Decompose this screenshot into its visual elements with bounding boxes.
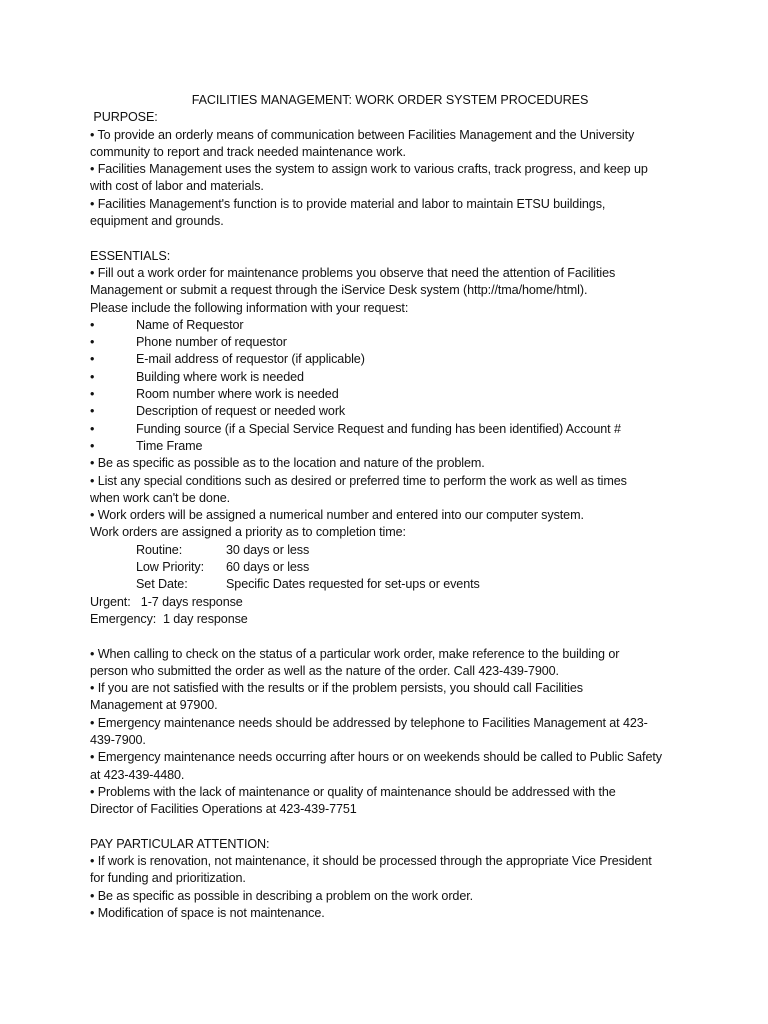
info-item [90, 334, 690, 351]
purpose-line: with cost of labor and materials. [90, 179, 264, 194]
info-item-text: E-mail address of requestor (if applicable) [136, 352, 365, 367]
spacer [90, 230, 690, 247]
priority-row [90, 576, 690, 593]
bullet-icon: • [90, 335, 95, 350]
attention-line: for funding and prioritization. [90, 871, 246, 886]
priority-value: Specific Dates requested for set-ups or events [226, 577, 480, 592]
info-item [90, 317, 690, 334]
contact-line: • Problems with the lack of maintenance or quality of maintenance should be addressed with the [90, 784, 616, 799]
bullet-icon: • [90, 438, 95, 453]
contact-line: Management at 97900. [90, 698, 218, 713]
essentials-line: Work orders are assigned a priority as to completion time: [90, 525, 406, 540]
essentials-intro-line: • Fill out a work order for maintenance problems you observe that need the attention of Facilities [90, 265, 616, 280]
purpose-line: • Facilities Management uses the system to assign work to various crafts, track progress, and keep up [90, 162, 648, 177]
essentials-line: • List any special conditions such as desired or preferred time to perform the work as well as times [90, 473, 627, 488]
info-item-text: Phone number of requestor [136, 335, 287, 350]
spacer [90, 628, 690, 645]
document-page [90, 92, 690, 922]
contact-line: • Emergency maintenance needs occurring after hours or on weekends should be called to Public Safety [90, 750, 662, 765]
contact-line: • If you are not satisfied with the results or if the problem persists, you should call Facilities [90, 681, 583, 696]
purpose-heading: PURPOSE: [90, 110, 158, 125]
info-item-text: Building where work is needed [136, 369, 304, 384]
info-item [90, 351, 690, 368]
info-item-text: Time Frame [136, 438, 203, 453]
essentials-line: when work can't be done. [90, 490, 231, 505]
bullet-icon: • [90, 404, 95, 419]
contact-line: • Emergency maintenance needs should be addressed by telephone to Facilities Management at 423- [90, 715, 648, 730]
essentials-intro-line: Management or submit a request through the iService Desk system (http://tma/home/html). [90, 283, 588, 298]
attention-heading: PAY PARTICULAR ATTENTION: [90, 836, 270, 851]
contact-line: Director of Facilities Operations at 423-439-7751 [90, 802, 357, 817]
contact-line: at 423-439-4480. [90, 767, 185, 782]
bullet-icon: • [90, 352, 95, 367]
essentials-heading: ESSENTIALS: [90, 248, 171, 263]
priority-label: Low Priority: [136, 560, 204, 575]
essentials-line: • Be as specific as possible as to the location and nature of the problem. [90, 456, 485, 471]
spacer [90, 818, 690, 835]
priority-row [90, 542, 690, 559]
priority-label: Routine: [136, 542, 183, 557]
info-item-text: Description of request or needed work [136, 404, 346, 419]
info-item-text: Name of Requestor [136, 317, 244, 332]
attention-line: • Modification of space is not maintenance. [90, 905, 325, 920]
contact-line: • When calling to check on the status of a particular work order, make reference to the building or [90, 646, 620, 661]
info-item [90, 369, 690, 386]
priority-label: Set Date: [136, 577, 188, 592]
document-title: FACILITIES MANAGEMENT: WORK ORDER SYSTEM PROCEDURES [191, 93, 589, 107]
info-item [90, 386, 690, 403]
contact-line: 439-7900. [90, 732, 146, 747]
info-item [90, 421, 690, 438]
purpose-line: community to report and track needed maintenance work. [90, 144, 406, 159]
bullet-icon: • [90, 421, 95, 436]
contact-line: person who submitted the order as well as the nature of the order. Call 423-439-7900. [90, 663, 559, 678]
bullet-icon: • [90, 317, 95, 332]
essentials-line: • Work orders will be assigned a numerical number and entered into our computer system. [90, 508, 584, 523]
urgency-line: Emergency: 1 day response [90, 611, 248, 626]
info-item-text: Funding source (if a Special Service Request and funding has been identified) Account # [136, 421, 621, 436]
info-item-text: Room number where work is needed [136, 387, 339, 402]
priority-value: 60 days or less [226, 560, 310, 575]
bullet-icon: • [90, 387, 95, 402]
info-item [90, 438, 690, 455]
priority-value: 30 days or less [226, 542, 310, 557]
attention-line: • Be as specific as possible in describing a problem on the work order. [90, 888, 474, 903]
purpose-line: • Facilities Management's function is to provide material and labor to maintain ETSU buildings, [90, 196, 606, 211]
essentials-intro-line: Please include the following information with your request: [90, 300, 409, 315]
info-item [90, 403, 690, 420]
purpose-line: equipment and grounds. [90, 214, 224, 229]
bullet-icon: • [90, 369, 95, 384]
purpose-line: • To provide an orderly means of communication between Facilities Management and the University [90, 127, 635, 142]
urgency-line: Urgent: 1-7 days response [90, 594, 243, 609]
attention-line: • If work is renovation, not maintenance, it should be processed through the appropriate Vice President [90, 854, 652, 869]
priority-row [90, 559, 690, 576]
